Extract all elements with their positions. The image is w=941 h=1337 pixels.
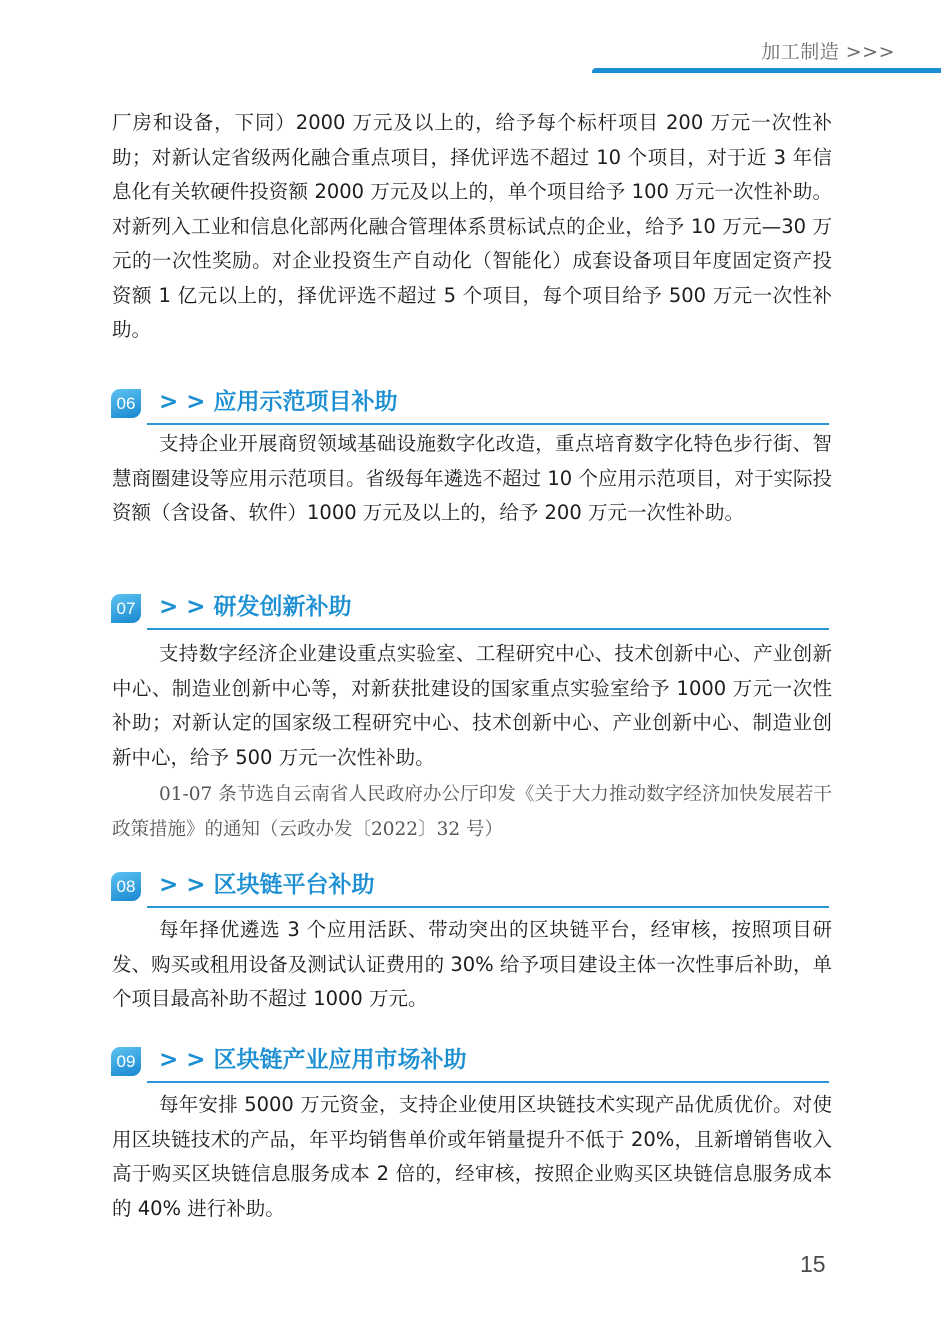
section-06-number-badge: 06 — [111, 389, 141, 418]
page-number: 15 — [800, 1251, 826, 1277]
header-accent-bar — [592, 68, 941, 73]
section-09-heading — [111, 1045, 829, 1085]
section-08-number-badge: 08 — [111, 872, 141, 901]
section-08-body: 每年择优遴选 3 个应用活跃、带动突出的区块链平台，经审核，按照项目研发、购买或租用设备及测试认证费用的 30% 给予项目建设主体一次性事后补助，单个项目最高补助不超过 1000 万元。 — [112, 918, 832, 1010]
section-06-underline — [147, 423, 829, 425]
section-06-heading — [111, 387, 829, 427]
section-09-title: > > 区块链产业应用市场补助 — [159, 1047, 467, 1073]
section-08-underline — [147, 906, 829, 908]
section-08-heading — [111, 870, 829, 910]
running-header-title: 加工制造 >>> — [761, 41, 895, 63]
section-06-body: 支持企业开展商贸领域基础设施数字化改造，重点培育数字化特色步行街、智慧商圈建设等应用示范项目。省级每年遴选不超过 10 个应用示范项目，对于实际投资额（含设备、软件）1000 万元及以上的，给予 200 万元一次性补助。 — [112, 432, 832, 524]
section-07-underline — [147, 628, 829, 630]
section-08-title: > > 区块链平台补助 — [159, 872, 375, 898]
section-06-title: > > 应用示范项目补助 — [159, 389, 398, 415]
section-09-underline — [147, 1081, 829, 1083]
section-07-body: 支持数字经济企业建设重点实验室、工程研究中心、技术创新中心、产业创新中心、制造业创新中心等，对新获批建设的国家重点实验室给予 1000 万元一次性补助；对新认定的国家级工程研究中心、技术创新中心、产业创新中心、制造业创新中心，给予 500 万元一次性补助。 — [112, 642, 832, 769]
section-09-body: 每年安排 5000 万元资金，支持企业使用区块链技术实现产品优质优价。对使用区块链技术的产品，年平均销售单价或年销量提升不低于 20%，且新增销售收入高于购买区块链信息服务成本 2 倍的，经审核，按照企业购买区块链信息服务成本的 40% 进行补助。 — [112, 1093, 832, 1220]
section-07-title: > > 研发创新补助 — [159, 594, 352, 620]
section-07-number-badge: 07 — [111, 594, 141, 623]
section-09-number-badge: 09 — [111, 1047, 141, 1076]
intro-paragraph: 厂房和设备，下同）2000 万元及以上的，给予每个标杆项目 200 万元一次性补助；对新认定省级两化融合重点项目，择优评选不超过 10 个项目，对于近 3 年信息化有关软硬件投资额 2000 万元及以上的，单个项目给予 100 万元一次性补助。对新列入工业和信息化部两化融合管理体系贯标试点的企业，给予 10 万元—30 万元的一次性奖励。对企业投资生产自动化（智能化）成套设备项目年度固定资产投资额 1 亿元以上的，择优评选不超过 5 个项目，每个项目给予 500 万元一次性补助。 — [112, 111, 832, 341]
source-citation: 01-07 条节选自云南省人民政府办公厅印发《关于大力推动数字经济加快发展若干政策措施》的通知（云政办发〔2022〕32 号） — [112, 784, 832, 840]
section-07-heading — [111, 592, 829, 632]
